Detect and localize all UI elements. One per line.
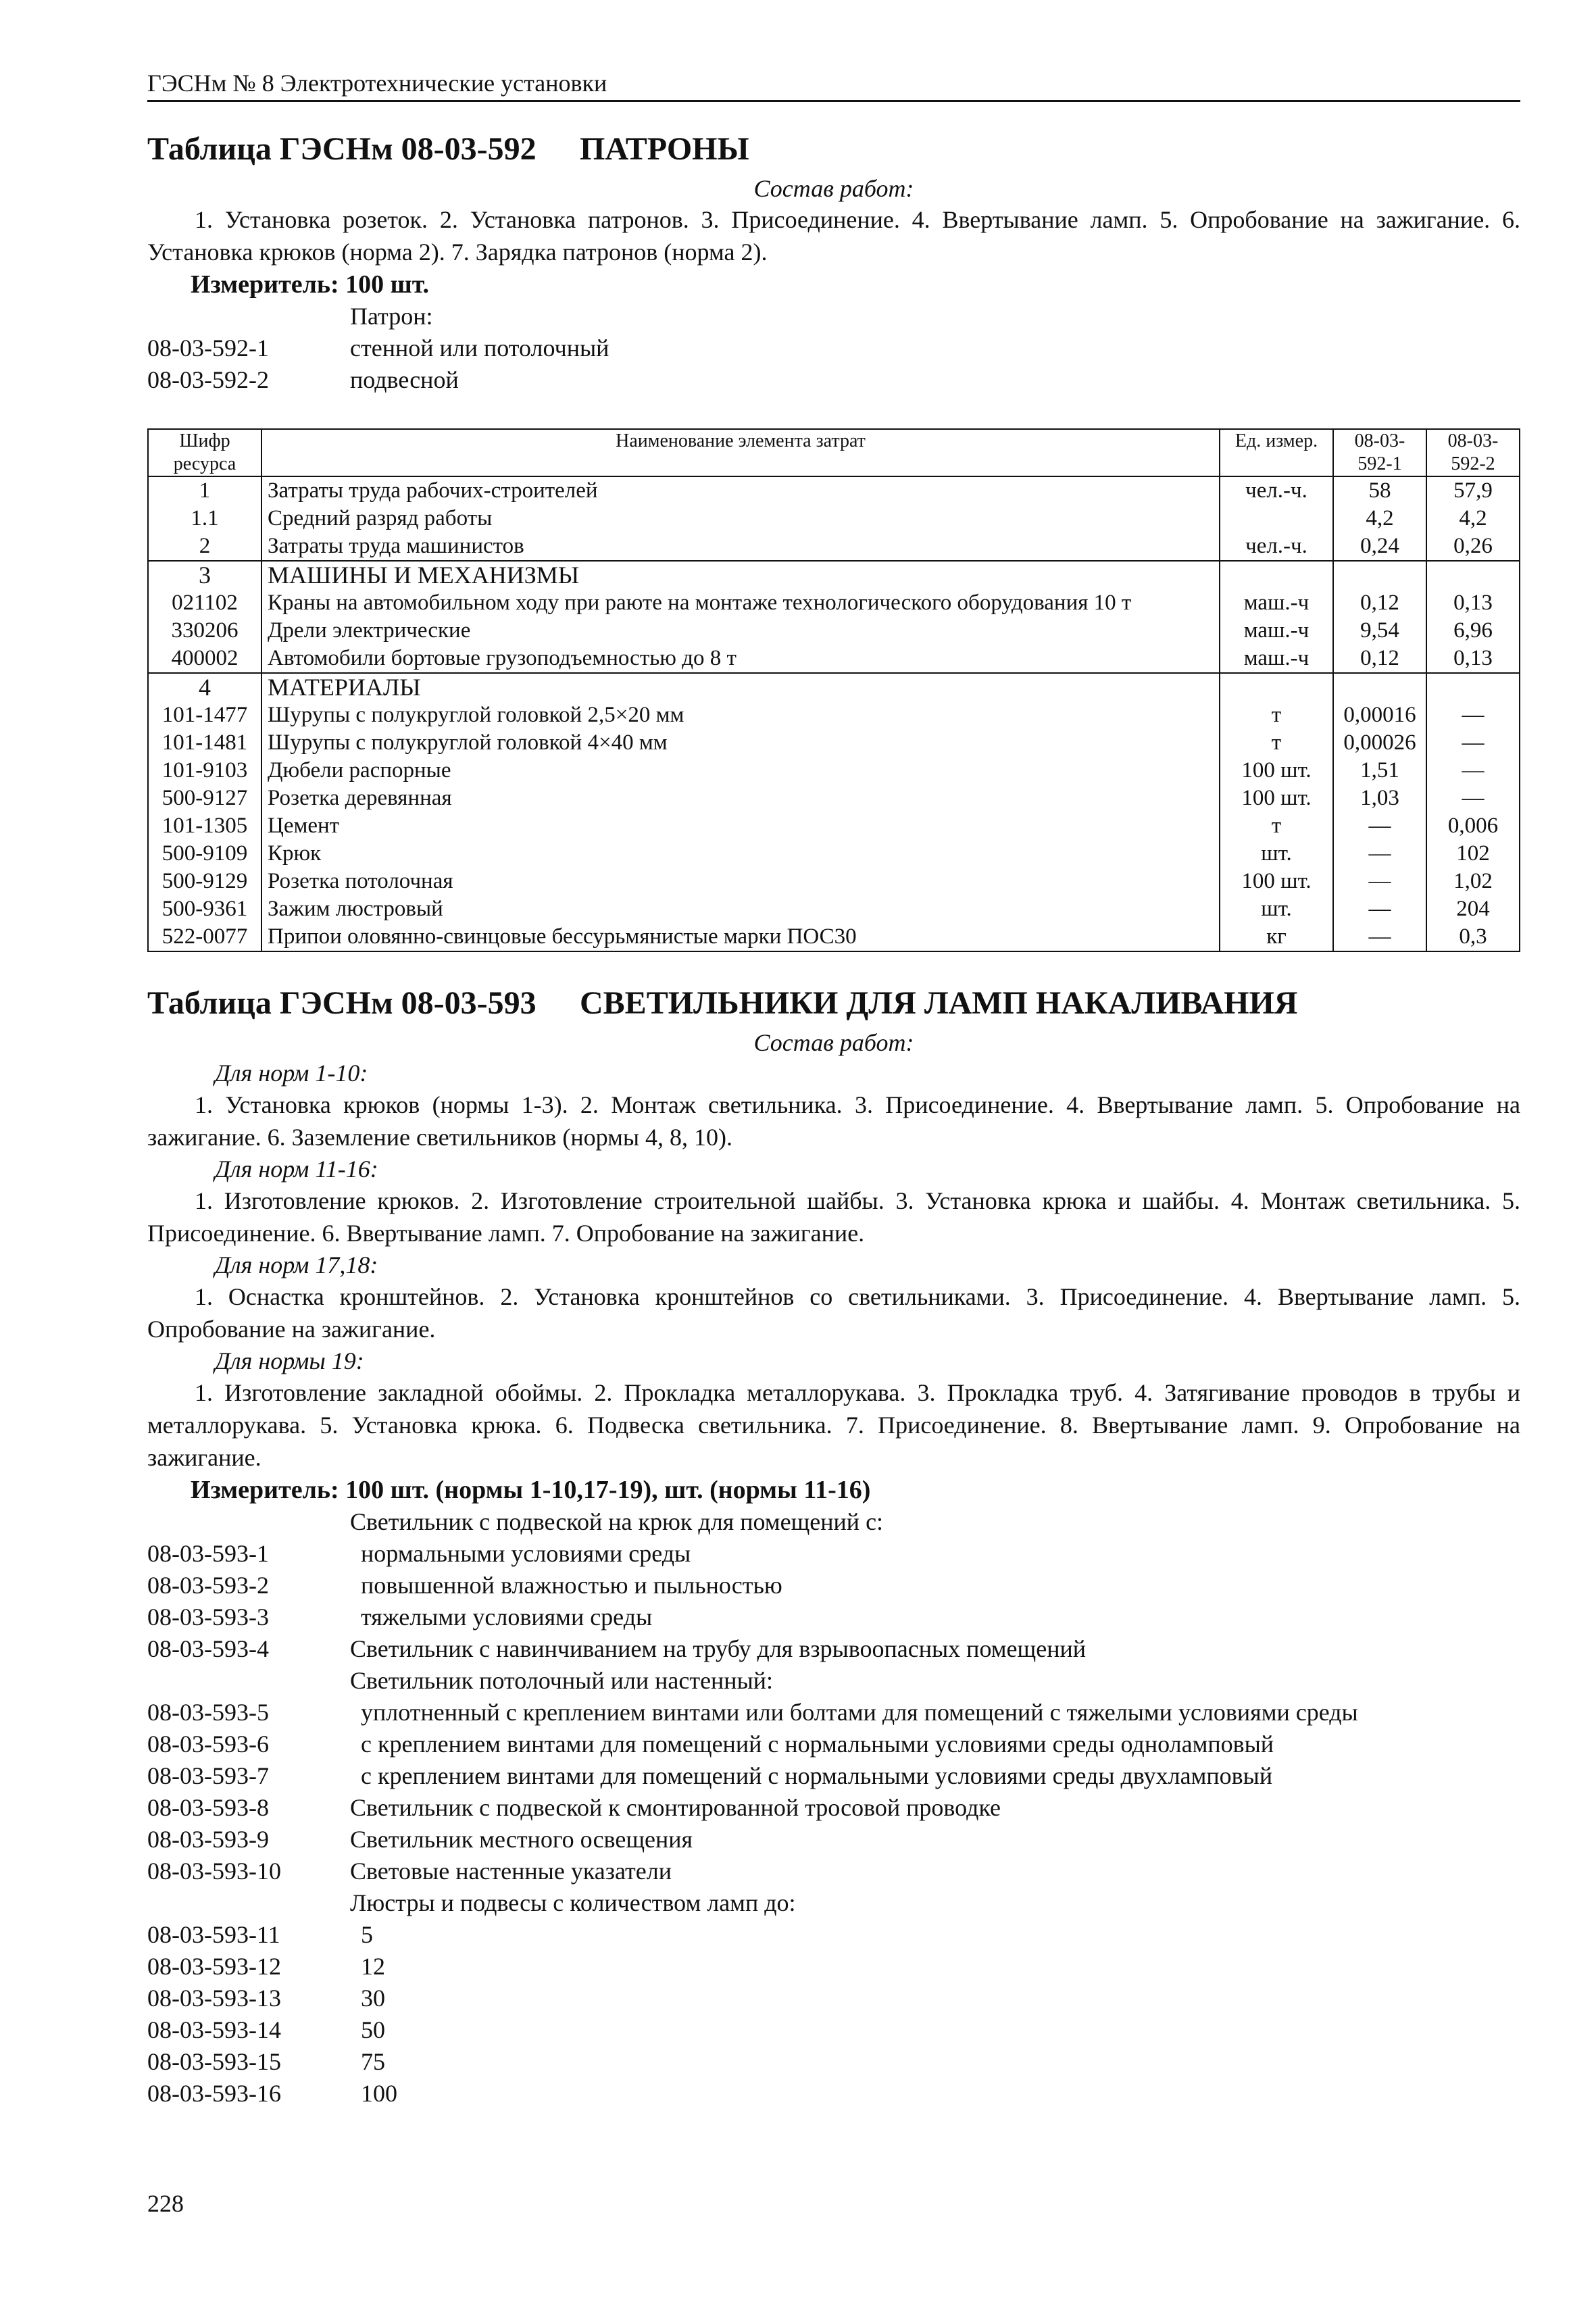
norm-row (147, 1538, 1520, 1570)
norm-code: 08-03-593-14 (147, 2016, 281, 2043)
value-norm-2: 0,13 (1426, 645, 1520, 673)
table-row (148, 701, 1520, 729)
empty-cell (1426, 673, 1520, 701)
measure-592: Измеритель: 100 шт. (191, 270, 430, 299)
resource-name: Дрели электрические (261, 617, 1220, 645)
norm-row (147, 1792, 1520, 1824)
unit-cell: 100 шт. (1220, 757, 1333, 785)
norm-code: 08-03-593-8 (147, 1794, 269, 1821)
norm-code: 08-03-593-4 (147, 1635, 269, 1662)
unit-cell (1220, 505, 1333, 532)
norm-list-592 (147, 301, 1520, 396)
norm-row (147, 1570, 1520, 1601)
table-592-name: ПАТРОНЫ (580, 131, 749, 167)
resource-name: Крюк (261, 840, 1220, 868)
norm-row (147, 1633, 1520, 1665)
norm-name: Светильник с навинчиванием на трубу для взрывоопасных помещений (350, 1635, 1087, 1662)
empty-cell (1333, 561, 1426, 589)
norm-code: 08-03-593-3 (147, 1603, 269, 1631)
table-592-number: Таблица ГЭСНм 08-03-592 (147, 131, 537, 167)
value-norm-2: — (1426, 785, 1520, 812)
page-number: 228 (147, 2190, 184, 2217)
unit-cell: маш.-ч (1220, 617, 1333, 645)
norm-name: Световые настенные указатели (350, 1858, 672, 1885)
value-norm-1: — (1333, 840, 1426, 868)
value-norm-1: 1,03 (1333, 785, 1426, 812)
norm-row (147, 1983, 1520, 2014)
header-name: Наименование элемента затрат (261, 429, 1220, 476)
norm-name: повышенной влажностью и пыльностью (361, 1572, 782, 1599)
resource-name: Дюбели распорные (261, 757, 1220, 785)
section-text: 1. Оснастка кронштейнов. 2. Установка кронштейнов со светильниками. 3. Присоединение. 4. Ввертывание ламп. 5. Опробование на зажигание. (147, 1283, 1520, 1343)
section-label: Для норм 17,18: (215, 1251, 378, 1278)
resource-code: 021102 (148, 589, 261, 617)
norm-code: 08-03-593-5 (147, 1699, 269, 1726)
table-row (148, 476, 1520, 505)
value-norm-1: 4,2 (1333, 505, 1426, 532)
table-row (148, 868, 1520, 895)
value-norm-2: 1,02 (1426, 868, 1520, 895)
norm-name: Светильник местного освещения (350, 1826, 693, 1853)
table-row (148, 840, 1520, 868)
value-norm-2: 102 (1426, 840, 1520, 868)
norm-row (147, 1856, 1520, 1887)
resource-code: 400002 (148, 645, 261, 673)
section-code: 3 (148, 561, 261, 589)
norm-row (147, 2014, 1520, 2046)
table-row (148, 812, 1520, 840)
value-norm-2: 4,2 (1426, 505, 1520, 532)
norm-code: 08-03-593-7 (147, 1762, 269, 1789)
resource-name: Шурупы с полукруглой головкой 2,5×20 мм (261, 701, 1220, 729)
value-norm-2: 6,96 (1426, 617, 1520, 645)
section-text: 1. Установка крюков (нормы 1-3). 2. Монтаж светильника. 3. Присоединение. 4. Ввертывание ламп. 5. Опробование на зажигание. 6. Заземление светильников (нормы 4, 8, 10). (147, 1091, 1520, 1151)
empty-cell (1220, 561, 1333, 589)
norm-row (147, 1919, 1520, 1951)
value-norm-1: 0,12 (1333, 645, 1426, 673)
unit-cell: 100 шт. (1220, 785, 1333, 812)
group-label: Светильник потолочный или настенный: (350, 1667, 774, 1694)
table-row (148, 729, 1520, 757)
materials-block (148, 673, 1520, 951)
table-row (148, 589, 1520, 617)
value-norm-1: 0,24 (1333, 532, 1426, 561)
norm-row (147, 2046, 1520, 2078)
norm-code: 08-03-592-2 (147, 366, 269, 393)
value-norm-1: — (1333, 812, 1426, 840)
table-row (148, 505, 1520, 532)
resource-name: Розетка деревянная (261, 785, 1220, 812)
section-text: 1. Изготовление закладной обоймы. 2. Прокладка металлорукава. 3. Прокладка труб. 4. Затягивание проводов в трубы и металлорукава. 5. Установка крюка. 6. Подвеска светильника. 7. Присоединение. 8. Ввертывание ламп. 9. Опробование на зажигание. (147, 1379, 1520, 1471)
unit-cell: чел.-ч. (1220, 476, 1333, 505)
table-593-title (147, 983, 1520, 1024)
table-593-number: Таблица ГЭСНм 08-03-593 (147, 985, 537, 1021)
document-page (147, 68, 1520, 2110)
resource-code: 500-9361 (148, 895, 261, 923)
norm-row (147, 1760, 1520, 1792)
empty-cell (1220, 673, 1333, 701)
table-593-name: СВЕТИЛЬНИКИ ДЛЯ ЛАМП НАКАЛИВАНИЯ (580, 985, 1298, 1021)
resource-code: 1 (148, 476, 261, 505)
section-text: 1. Изготовление крюков. 2. Изготовление строительной шайбы. 3. Установка крюка и шайбы. 4. Монтаж светильника. 5. Присоединение. 6. Ввертывание ламп. 7. Опробование на зажигание. (147, 1187, 1520, 1247)
section-code: 4 (148, 673, 261, 701)
running-head: ГЭСНм № 8 Электротехнические установки (147, 68, 1520, 102)
norm-row (147, 1951, 1520, 1983)
value-norm-2: 204 (1426, 895, 1520, 923)
table-row (148, 895, 1520, 923)
norm-row (147, 1697, 1520, 1728)
value-norm-1: — (1333, 895, 1426, 923)
norm-name: стенной или потолочный (350, 334, 609, 362)
unit-cell: т (1220, 729, 1333, 757)
table-row (148, 617, 1520, 645)
empty-cell (1426, 561, 1520, 589)
table-row (148, 923, 1520, 951)
resource-code: 2 (148, 532, 261, 561)
norm-name: 5 (361, 1921, 373, 1948)
table-header-row (148, 429, 1520, 476)
value-norm-1: — (1333, 868, 1426, 895)
norm-group-b (147, 1697, 1520, 1887)
norm-code: 08-03-593-9 (147, 1826, 269, 1853)
resource-code: 330206 (148, 617, 261, 645)
norm-row (147, 1824, 1520, 1856)
resource-name: Припои оловянно-свинцовые бессурьмянистые марки ПОС30 (261, 923, 1220, 951)
norm-list-593 (147, 1506, 1520, 2110)
resource-code: 500-9129 (148, 868, 261, 895)
norm-row (147, 1728, 1520, 1760)
resource-code: 101-9103 (148, 757, 261, 785)
header-unit: Ед. измер. (1220, 429, 1333, 476)
unit-cell: шт. (1220, 895, 1333, 923)
empty-cell (1333, 673, 1426, 701)
value-norm-2: 0,3 (1426, 923, 1520, 951)
resource-name: Цемент (261, 812, 1220, 840)
norm-code: 08-03-593-15 (147, 2048, 281, 2075)
resource-code: 101-1477 (148, 701, 261, 729)
norm-group-a (147, 1538, 1520, 1665)
header-code: Шифр ресурса (148, 429, 261, 476)
section-label: Для норм 1-10: (215, 1060, 368, 1087)
norm-name: тяжелыми условиями среды (361, 1603, 653, 1631)
unit-cell: маш.-ч (1220, 589, 1333, 617)
norm-code: 08-03-593-6 (147, 1731, 269, 1758)
resource-name: Средний разряд работы (261, 505, 1220, 532)
norm-row (147, 1601, 1520, 1633)
norm-name: 100 (361, 2080, 397, 2107)
table-row (148, 785, 1520, 812)
group-label: Патрон: (350, 303, 433, 330)
unit-cell: маш.-ч (1220, 645, 1333, 673)
section-title: МАШИНЫ И МЕХАНИЗМЫ (261, 561, 1220, 589)
composition-text: 1. Установка розеток. 2. Установка патронов. 3. Присоединение. 4. Ввертывание ламп. 5. Опробование на зажигание. 6. Установка крюков (норма 2). 7. Зарядка патронов (норма 2). (147, 206, 1520, 266)
composition-label: Состав работ: (753, 1029, 914, 1056)
unit-cell: шт. (1220, 840, 1333, 868)
unit-cell: т (1220, 812, 1333, 840)
norm-name: уплотненный с креплением винтами или болтами для помещений с тяжелыми условиями среды (361, 1699, 1358, 1726)
resource-code: 1.1 (148, 505, 261, 532)
table-592-title (147, 129, 1520, 170)
section-label: Для норм 11-16: (215, 1155, 378, 1183)
value-norm-2: 57,9 (1426, 476, 1520, 505)
value-norm-1: — (1333, 923, 1426, 951)
norm-name: 12 (361, 1953, 385, 1980)
norm-code: 08-03-593-1 (147, 1540, 269, 1567)
norm-row (147, 332, 1520, 364)
section-row (148, 673, 1520, 701)
resource-name: Зажим люстровый (261, 895, 1220, 923)
resource-name: Автомобили бортовые грузоподъемностью до 8 т (261, 645, 1220, 673)
norm-code: 08-03-593-13 (147, 1985, 281, 2012)
machines-block (148, 561, 1520, 673)
value-norm-2: — (1426, 729, 1520, 757)
unit-cell: 100 шт. (1220, 868, 1333, 895)
norm-name: 50 (361, 2016, 385, 2043)
norm-name: с креплением винтами для помещений с нормальными условиями среды двухламповый (361, 1762, 1273, 1789)
value-norm-1: 1,51 (1333, 757, 1426, 785)
group-label: Люстры и подвесы с количеством ламп до: (350, 1889, 796, 1916)
norm-row (147, 2078, 1520, 2110)
value-norm-2: 0,26 (1426, 532, 1520, 561)
resource-code: 500-9109 (148, 840, 261, 868)
section-row (148, 561, 1520, 589)
value-norm-2: 0,13 (1426, 589, 1520, 617)
composition-label: Состав работ: (753, 175, 914, 202)
header-norm-2: 08-03-592-2 (1426, 429, 1520, 476)
value-norm-2: 0,006 (1426, 812, 1520, 840)
norm-name: подвесной (350, 366, 459, 393)
resource-name: Краны на автомобильном ходу при раюте на монтаже технологического оборудования 10 т (261, 589, 1220, 617)
unit-cell: чел.-ч. (1220, 532, 1333, 561)
table-row (148, 645, 1520, 673)
value-norm-1: 0,00026 (1333, 729, 1426, 757)
value-norm-1: 0,12 (1333, 589, 1426, 617)
norm-code: 08-03-593-11 (147, 1921, 280, 1948)
norm-name: 75 (361, 2048, 385, 2075)
resource-name: Розетка потолочная (261, 868, 1220, 895)
norm-row (147, 364, 1520, 396)
measure-593: Измеритель: 100 шт. (нормы 1-10,17-19), шт. (нормы 11-16) (191, 1476, 871, 1504)
resource-name: Шурупы с полукруглой головкой 4×40 мм (261, 729, 1220, 757)
value-norm-2: — (1426, 701, 1520, 729)
unit-cell: т (1220, 701, 1333, 729)
norm-code: 08-03-593-10 (147, 1858, 281, 1885)
norm-code: 08-03-593-16 (147, 2080, 281, 2107)
value-norm-1: 0,00016 (1333, 701, 1426, 729)
norm-name: нормальными условиями среды (361, 1540, 691, 1567)
norm-code: 08-03-593-2 (147, 1572, 269, 1599)
norm-code: 08-03-592-1 (147, 334, 269, 362)
norm-group-c (147, 1919, 1520, 2110)
unit-cell: кг (1220, 923, 1333, 951)
norm-name: с креплением винтами для помещений с нормальными условиями среды одноламповый (361, 1731, 1274, 1758)
group-label: Светильник с подвеской на крюк для помещений с: (350, 1508, 884, 1535)
resource-code: 522-0077 (148, 923, 261, 951)
value-norm-2: — (1426, 757, 1520, 785)
resource-code: 101-1481 (148, 729, 261, 757)
value-norm-1: 58 (1333, 476, 1426, 505)
resource-name: Затраты труда машинистов (261, 532, 1220, 561)
header-norm-1: 08-03-592-1 (1333, 429, 1426, 476)
labor-block (148, 476, 1520, 561)
norm-name: Светильник с подвеской к смонтированной тросовой проводке (350, 1794, 1001, 1821)
norm-name: 30 (361, 1985, 385, 2012)
value-norm-1: 9,54 (1333, 617, 1426, 645)
resource-table (147, 428, 1520, 952)
composition-sections (147, 1057, 1520, 1474)
resource-name: Затраты труда рабочих-строителей (261, 476, 1220, 505)
table-row (148, 532, 1520, 561)
section-label: Для нормы 19: (215, 1347, 364, 1374)
resource-code: 500-9127 (148, 785, 261, 812)
section-title: МАТЕРИАЛЫ (261, 673, 1220, 701)
table-row (148, 757, 1520, 785)
norm-code: 08-03-593-12 (147, 1953, 281, 1980)
resource-code: 101-1305 (148, 812, 261, 840)
